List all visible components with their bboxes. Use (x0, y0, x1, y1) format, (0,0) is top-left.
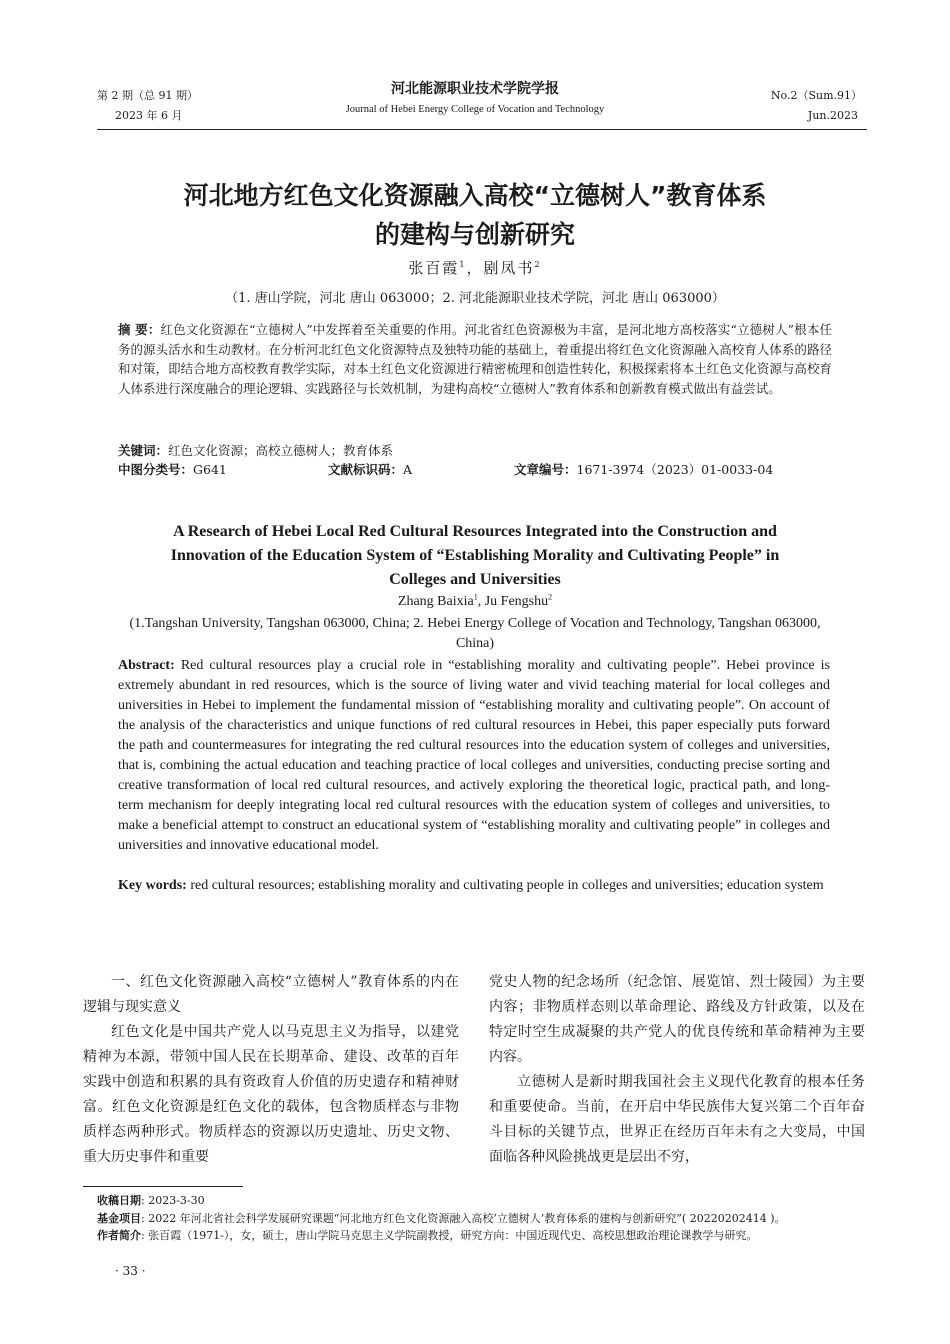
affiliation-en: (1.Tangshan University, Tangshan 063000, China; 2. Hebei Energy College of Vocation and Technology, Tangshan 063000, China) (129, 616, 821, 651)
received-value: : 2023-3-30 (141, 1194, 205, 1207)
keywords-en (118, 876, 830, 896)
issue-left: 第 2 期（总 91 期） (97, 89, 198, 102)
article-title-cn (100, 176, 850, 254)
title-en-line3: Colleges and Universities (389, 571, 561, 588)
title-cn-line2: 的建构与创新研究 (374, 220, 575, 249)
abstract-text-en: Red cultural resources play a crucial role in “establishing morality and cultivating people”. Hebei province is extremely abundant in red resources, which is the source of living water and vivid teaching material for local colleges and universities in Hebei to implement the fundamental mission of “establishing morality and cultivating people”. On account of the analysis of the characteristics and unique functions of red cultural resources in Hebei, this paper especially puts forward the path and countermeasures for integrating the red cultural resources into the education system of colleges and universities, that is, combining the actual education and teaching practice of local colleges and universities, conducting precise sorting and creative transformation of local red cultural resources, and actively exploring the theoretical logic, practical path, and long-term mechanism for deeply integrating local red cultural resources with the education system of colleges and universities, to make a beneficial attempt to construct an educational system of “establishing morality and cultivating people” in colleges and universities and innovative educational model. (118, 658, 830, 853)
abstract-cn (118, 320, 832, 398)
footnote-rule (83, 1186, 243, 1187)
keywords-cn (118, 441, 832, 461)
header-issue-left (97, 86, 198, 126)
article-no-field (514, 460, 773, 480)
abstract-en (118, 656, 830, 856)
article-no-value: 1671-3974（2023）01-0033-04 (576, 462, 774, 477)
clc-field (118, 460, 227, 480)
authors-en (110, 592, 840, 612)
journal-title-en: Journal of Hebei Energy College of Vocation and Technology (345, 104, 605, 115)
author1-sup: 1 (459, 260, 467, 269)
body-column-right (489, 970, 865, 1170)
abstract-text-cn: 红色文化资源在“立德树人”中发挥着至关重要的作用。河北省红色资源极为丰富，是河北地方高校落实“立德树人”根本任务的源头活水和生动教材。在分析河北红色文化资源特点及独特功能的基础上，着重提出将红色文化资源融入高校育人体系的路径和对策，即结合地方高校教育教学实际，对本土红色文化资源进行精密梳理和创造性转化，积极探索将本土红色文化资源与高校育人体系进行深度融合的理论逻辑、实践路径与长效机制，为建构高校“立德树人”教育体系和创新教育模式做出有益尝试。 (118, 322, 832, 396)
author1-en: Zhang Baixia (397, 594, 474, 609)
received-label: 收稿日期 (97, 1194, 141, 1207)
fund-value: : 2022 年河北省社会科学发展研究课题“河北地方红色文化资源融入高校‘立德树人’教育体系的建构与创新研究”( 20220202414 )。 (141, 1212, 786, 1225)
authors-cn (100, 256, 850, 280)
section-heading-1: 一、红色文化资源融入高校“立德树人”教育体系的内在逻辑与现实意义 (83, 974, 459, 1015)
keywords-label-en: Key words: (118, 878, 187, 893)
doc-code-label: 文献标识码： (328, 462, 404, 477)
body-paragraph-1-continued: 党史人物的纪念场所（纪念馆、展览馆、烈士陵园）为主要内容；非物质样态则以革命理论、路线及方针政策，以及在特定时空生成凝聚的共产党人的优良传统和革命精神为主要内容。 (489, 974, 865, 1065)
keywords-text-en: red cultural resources; establishing morality and cultivating people in colleges and universities; education system (190, 878, 824, 893)
keywords-text-cn: 红色文化资源；高校立德树人；教育体系 (168, 443, 394, 458)
author-info-value: : 张百霞（1971-），女，硕士，唐山学院马克思主义学院副教授，研究方向：中国近现代史、高校思想政治理论课教学与研究。 (141, 1229, 758, 1242)
body-column-left (83, 970, 459, 1170)
date-left: 2023 年 6 月 (115, 109, 183, 122)
doc-code-value: A (403, 462, 413, 477)
title-en-line1: A Research of Hebei Local Red Cultural Resources Integrated into the Construction and (173, 523, 777, 540)
body-paragraph-1: 红色文化是中国共产党人以马克思主义为指导，以建党精神为本源，带领中国人民在长期革命、建设、改革的百年实践中创造和积累的具有资政育人价值的历史遗存和精神财富。红色文化资源是红色文化的载体，包含物质样态与非物质样态两种形式。物质样态的资源以历史遗址、历史文物、重大历史事件和重要 (83, 1024, 459, 1165)
date-right: Jun.2023 (807, 109, 858, 122)
clc-value: G641 (193, 462, 227, 477)
article-title-en (110, 520, 840, 592)
abstract-label-cn: 摘 要： (118, 322, 161, 337)
body-paragraph-2: 立德树人是新时期我国社会主义现代化教育的根本任务和重要使命。当前，在开启中华民族伟大复兴第二个百年奋斗目标的关键节点，世界正在经历百年未有之大变局，中国面临各种风险挑战更是层出不穷， (489, 1074, 865, 1165)
clc-label: 中图分类号： (118, 462, 194, 477)
keywords-label-cn: 关键词： (118, 443, 169, 458)
author2-cn: 剧凤书 (483, 259, 535, 277)
header-issue-right (771, 86, 862, 126)
footnote-author (97, 1227, 877, 1244)
article-no-label: 文章编号： (514, 462, 577, 477)
author1-en-sup: 1 (473, 592, 478, 602)
author1-cn: 张百霞 (408, 259, 460, 277)
title-en-line2: Innovation of the Education System of “Establishing Morality and Cultivating People” in (170, 547, 780, 564)
issue-right: No.2（Sum.91） (770, 89, 862, 102)
author-info-label: 作者简介 (97, 1229, 141, 1242)
author2-sup: 2 (534, 260, 542, 269)
author2-en-sup: 2 (548, 592, 553, 602)
title-cn-line1: 河北地方红色文化资源融入高校“立德树人”教育体系 (183, 181, 767, 210)
footnote-fund (97, 1210, 877, 1227)
journal-masthead (250, 78, 700, 120)
fund-label: 基金项目 (97, 1212, 141, 1225)
footnote-received (97, 1192, 877, 1209)
author-separator-en: , (477, 594, 485, 609)
header-rule (97, 129, 867, 130)
author-separator: ， (466, 259, 484, 277)
doc-code-field (328, 460, 412, 480)
abstract-label-en: Abstract: (118, 658, 175, 673)
author2-en: Ju Fengshu (484, 594, 549, 609)
journal-title-cn: 河北能源职业技术学院学报 (391, 81, 559, 97)
affiliation-cn: （1. 唐山学院，河北 唐山 063000；2. 河北能源职业技术学院，河北 唐山 063000） (225, 291, 725, 306)
page-number: · 33 · (115, 1264, 146, 1278)
